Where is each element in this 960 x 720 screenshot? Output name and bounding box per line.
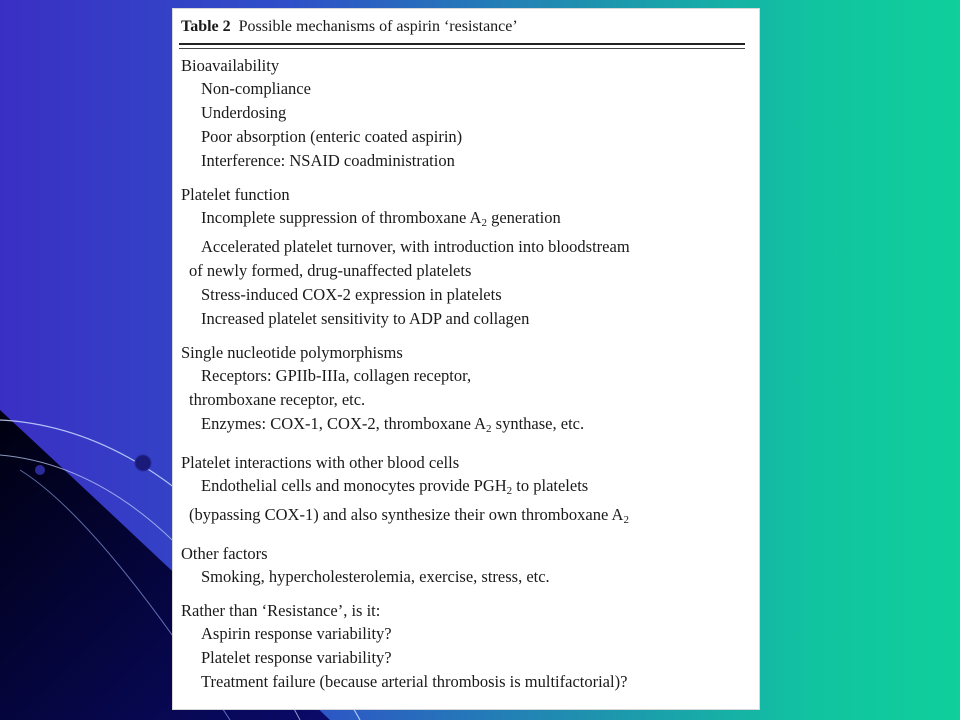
corner-dot-small (35, 465, 45, 475)
table-sections (179, 55, 745, 694)
table-panel (172, 8, 760, 710)
section-item: of newly formed, drug-unaffected platelets (189, 261, 472, 280)
table-number: Table 2 (181, 18, 231, 35)
section-item: Endothelial cells and monocytes provide $PGH_2$ to platelets (201, 476, 589, 497)
table-section (179, 452, 745, 532)
section-item: Aspirin response variability? (201, 624, 392, 643)
table-section (179, 543, 745, 589)
title-rule-thick (179, 43, 745, 45)
section-item: thromboxane receptor, etc. (189, 390, 366, 409)
section-heading: Other factors (181, 544, 268, 563)
table-section (179, 55, 745, 173)
table-title (181, 17, 745, 37)
corner-dot-large (135, 455, 151, 471)
table-caption: Possible mechanisms of aspirin ‘resistance’ (238, 18, 518, 35)
section-item: Accelerated platelet turnover, with introduction into bloodstream (201, 237, 630, 256)
section-item: Underdosing (201, 103, 287, 122)
section-heading: Platelet function (181, 185, 290, 204)
section-item: Stress-induced COX-2 expression in platelets (201, 285, 502, 304)
section-item: Treatment failure (because arterial thrombosis is multifactorial)? (201, 672, 628, 691)
table-section (179, 600, 745, 694)
title-rule-thin (179, 48, 745, 49)
section-item: Non-compliance (201, 79, 311, 98)
table-section (179, 342, 745, 441)
section-heading: Platelet interactions with other blood cells (181, 453, 460, 472)
section-item: Poor absorption (enteric coated aspirin) (201, 127, 463, 146)
section-item: Enzymes: COX-1, COX-2, thromboxane $A_2$ synthase, etc. (201, 414, 585, 435)
section-item: Platelet response variability? (201, 648, 392, 667)
section-item: Receptors: GPIIb-IIIa, collagen receptor, (201, 366, 472, 385)
section-heading: Rather than ‘Resistance’, is it: (181, 601, 381, 620)
section-item: (bypassing COX-1) and also synthesize their own thromboxane $A_2$ (189, 505, 629, 526)
section-item: Smoking, hypercholesterolemia, exercise, stress, etc. (201, 567, 550, 586)
table-section (179, 184, 745, 331)
section-heading: Single nucleotide polymorphisms (181, 343, 403, 362)
section-item: Interference: NSAID coadministration (201, 151, 455, 170)
section-item: Increased platelet sensitivity to ADP and collagen (201, 309, 530, 328)
section-heading: Bioavailability (181, 56, 280, 75)
section-item: Incomplete suppression of thromboxane $A_2$ generation (201, 208, 561, 229)
